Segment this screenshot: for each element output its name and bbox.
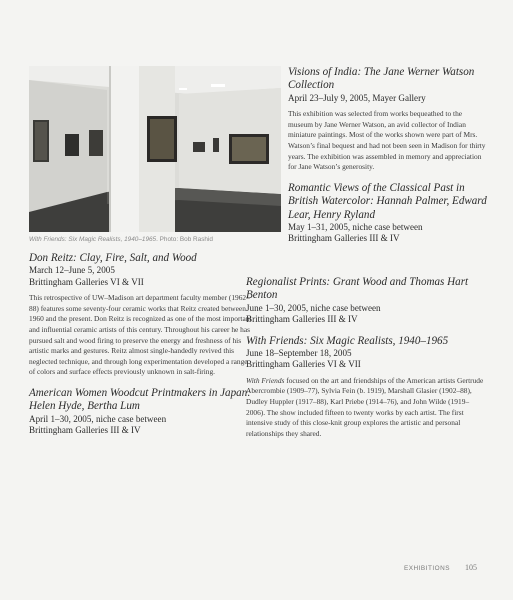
description-lead: With Friends: [246, 375, 285, 385]
exhibition-location: Brittingham Galleries III & IV: [29, 425, 141, 436]
exhibition-location: Brittingham Galleries VI & VII: [246, 359, 361, 370]
exhibition-entry-watercolor: [288, 182, 488, 245]
left-column: [29, 252, 253, 446]
exhibition-entry-regionalist: [246, 276, 486, 326]
caption-credit: . Photo: Bob Rashid: [156, 236, 213, 243]
exhibition-title: American Women Woodcut Printmakers in Japan: Helen Hyde, Bertha Lum: [29, 386, 251, 413]
exhibition-entry-with-friends: [246, 335, 486, 440]
gallery-photo: [29, 66, 281, 232]
exhibition-dates: June 1–30, 2005, niche case between: [246, 302, 381, 313]
exhibition-description: [246, 376, 486, 440]
exhibition-title: Visions of India: The Jane Werner Watson Collection: [288, 66, 475, 92]
exhibition-dates: March 12–June 5, 2005: [29, 265, 115, 276]
exhibition-description: This exhibition was selected from works bequeathed to the museum by Jane Werner Watson, an avid collector of Indian miniature paintings. Most of the works shown were part of Mrs. Watson’s final bequest and had not been seen in Madison for thirty years. The exhibition was assembled in memory and appreciation for Jane Watson’s generosity.: [288, 109, 486, 172]
exhibition-dates: April 23–July 9, 2005, Mayer Gallery: [288, 92, 426, 103]
exhibition-entry-india: [288, 66, 488, 173]
exhibition-title: With Friends: Six Magic Realists, 1940–1965: [246, 334, 449, 347]
exhibition-location: Brittingham Galleries VI & VII: [29, 276, 144, 287]
exhibition-description: This retrospective of UW–Madison art department faculty member (1962–88) features some seventy-four ceramic works that Reitz created between 1960 and the present. Don Reitz is recognized as one of the most important and influential ceramic artists of this century. Throughout his career he has pursued salt and wood firing to preserve the energy and freshness of his artistic marks and gestures. Reitz almost single-handedly revived this neglected technique, and through long experimentation developed a range of colors and surface effects previously unknown in salt-firing.: [29, 293, 252, 377]
exhibition-dates: June 18–September 18, 2005: [246, 348, 352, 359]
caption-title: With Friends: Six Magic Realists, 1940–1965: [29, 236, 157, 243]
exhibition-location: Brittingham Galleries III & IV: [246, 314, 358, 325]
right-column-bottom: [246, 276, 486, 448]
exhibition-title: Don Reitz: Clay, Fire, Salt, and Wood: [29, 252, 197, 264]
section-label: EXHIBITIONS: [404, 565, 450, 572]
page-footer: [404, 563, 477, 572]
exhibition-location: Brittingham Galleries III & IV: [288, 233, 400, 244]
right-column-top: [288, 66, 488, 254]
exhibition-entry-woodcut: [29, 387, 253, 437]
photo-caption: [29, 236, 281, 243]
page-number: 105: [464, 563, 477, 572]
description-body: focused on the art and friendships of the American artists Gertrude Abercrombie (1909–77), Sylvia Fein (b. 1919), Marshall Glasier (1902–88), Dudley Huppler (1917–88), Karl Priebe (1914–76), and John Wilde (1919–2006). The show included fifteen to twenty works by each artist. The first intensive study of this close-knit group explores the artistic and personal relationships they shared.: [246, 375, 484, 438]
exhibition-title: Romantic Views of the Classical Past in British Watercolor: Hannah Palmer, Edward Lear, Henry Ryland: [288, 181, 487, 221]
exhibition-title: Regionalist Prints: Grant Wood and Thomas Hart Benton: [246, 276, 469, 302]
exhibition-dates: April 1–30, 2005, niche case between: [29, 413, 167, 424]
exhibition-dates: May 1–31, 2005, niche case between: [288, 222, 423, 232]
exhibition-entry-reitz: [29, 252, 253, 378]
